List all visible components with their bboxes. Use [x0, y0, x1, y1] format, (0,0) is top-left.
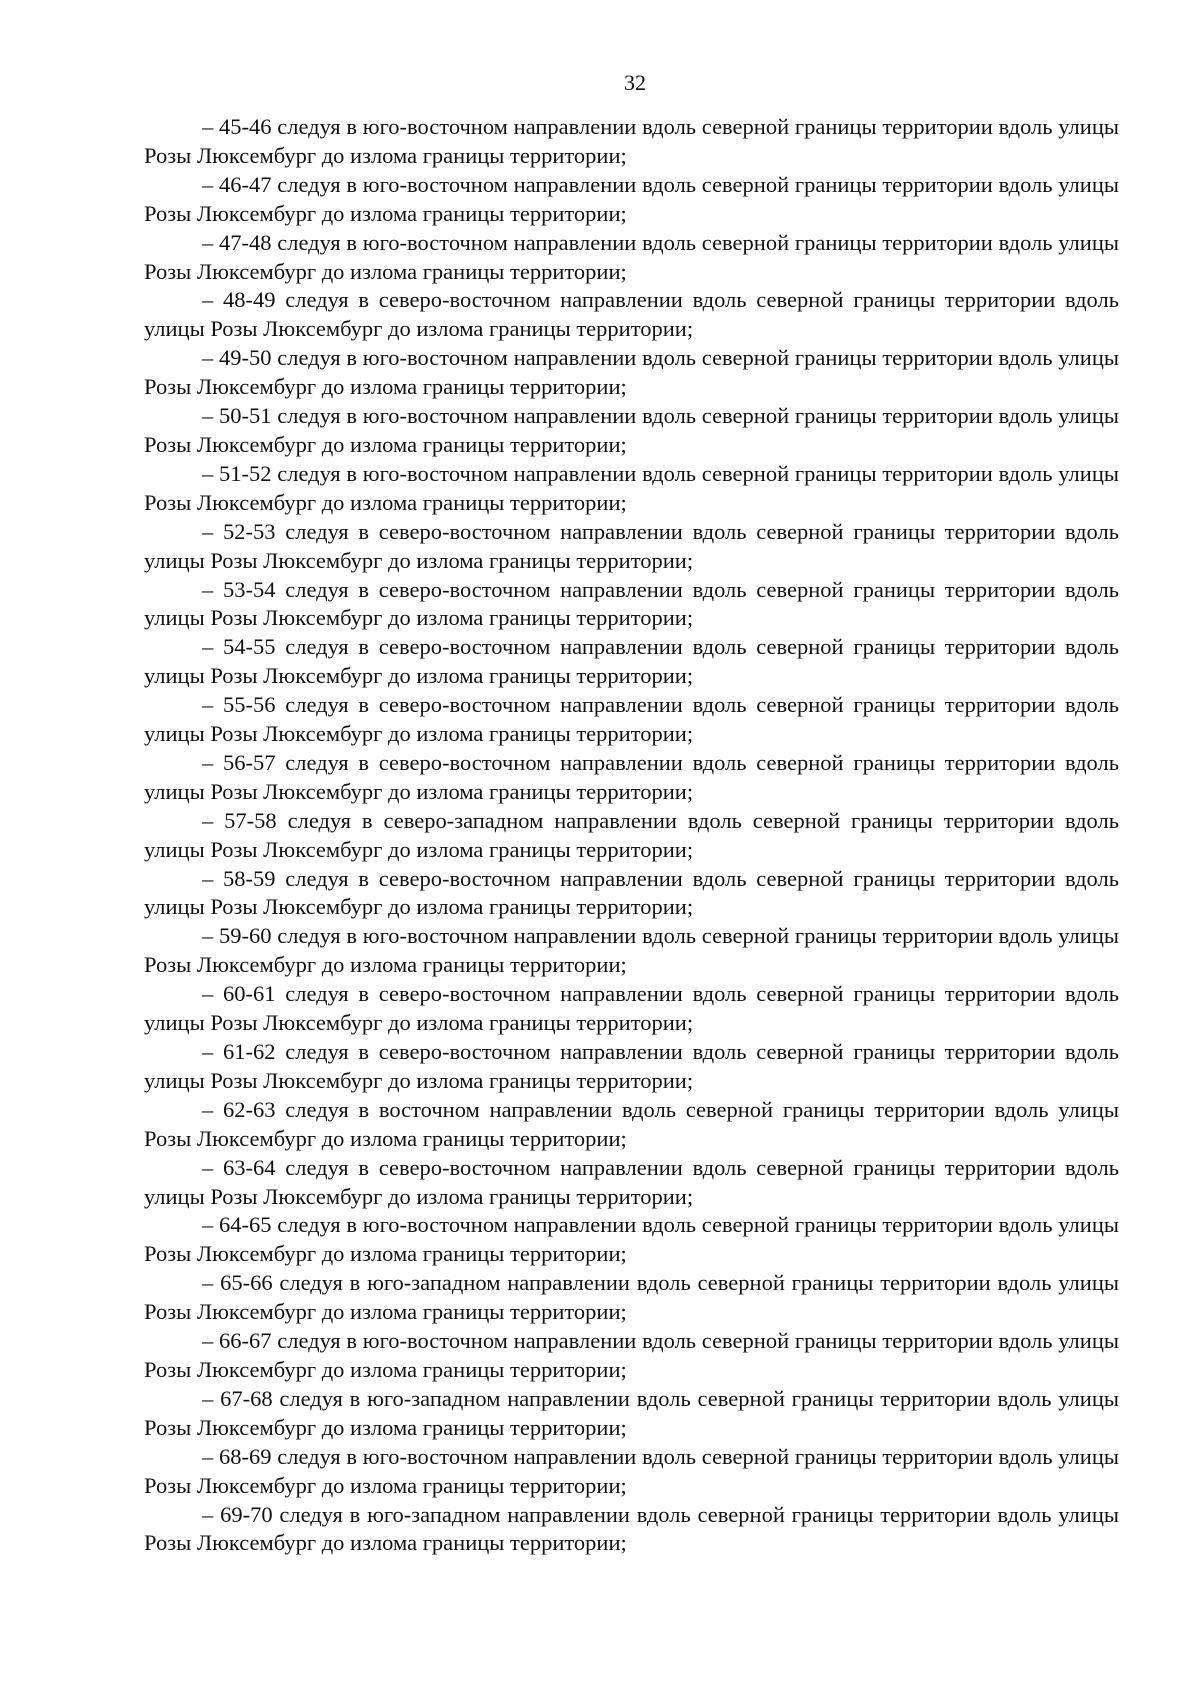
boundary-segment-paragraph: – 55-56 следуя в северо-восточном направлении вдоль северной границы территории вдоль улицы Розы Люксембург до излома границы территории;: [144, 692, 1119, 747]
boundary-segment-paragraph: – 65-66 следуя в юго-западном направлении вдоль северной границы территории вдоль улицы Розы Люксембург до излома границы территории;: [144, 1270, 1119, 1325]
boundary-segment-paragraph: – 63-64 следуя в северо-восточном направлении вдоль северной границы территории вдоль улицы Розы Люксембург до излома границы территории;: [144, 1154, 1119, 1209]
boundary-segment-paragraph: – 56-57 следуя в северо-восточном направлении вдоль северной границы территории вдоль улицы Розы Люксембург до излома границы территории;: [144, 749, 1119, 804]
boundary-segment-paragraph: – 50-51 следуя в юго-восточном направлении вдоль северной границы территории вдоль улицы Розы Люксембург до излома границы территории;: [144, 403, 1119, 457]
document-body: [144, 113, 1119, 1558]
boundary-segment-paragraph: – 67-68 следуя в юго-западном направлении вдоль северной границы территории вдоль улицы Розы Люксембург до излома границы территории;: [144, 1385, 1119, 1440]
page-number: 32: [624, 70, 646, 95]
boundary-segment-paragraph: – 47-48 следуя в юго-восточном направлении вдоль северной границы территории вдоль улицы Розы Люксембург до излома границы территории;: [144, 229, 1119, 284]
boundary-segment-paragraph: – 60-61 следуя в северо-восточном направлении вдоль северной границы территории вдоль улицы Розы Люксембург до излома границы территории;: [144, 981, 1119, 1036]
boundary-segment-paragraph: – 68-69 следуя в юго-восточном направлении вдоль северной границы территории вдоль улицы Розы Люксембург до излома границы территории;: [144, 1443, 1119, 1498]
boundary-segment-paragraph: – 66-67 следуя в юго-восточном направлении вдоль северной границы территории вдоль улицы Розы Люксембург до излома границы территории;: [144, 1328, 1119, 1382]
boundary-segment-paragraph: – 59-60 следуя в юго-восточном направлении вдоль северной границы территории вдоль улицы Розы Люксембург до излома границы территории;: [144, 923, 1119, 978]
boundary-segment-paragraph: – 48-49 следуя в северо-восточном направлении вдоль северной границы территории вдоль улицы Розы Люксембург до излома границы территории;: [144, 287, 1119, 342]
boundary-segment-paragraph: – 69-70 следуя в юго-западном направлении вдоль северной границы территории вдоль улицы Розы Люксембург до излома границы территории;: [144, 1501, 1119, 1556]
boundary-segment-paragraph: – 45-46 следуя в юго-восточном направлении вдоль северной границы территории вдоль улицы Розы Люксембург до излома границы территории;: [144, 114, 1119, 168]
boundary-segment-paragraph: – 46-47 следуя в юго-восточном направлении вдоль северной границы территории вдоль улицы Розы Люксембург до излома границы территории;: [144, 171, 1119, 226]
boundary-segment-paragraph: – 54-55 следуя в северо-восточном направлении вдоль северной границы территории вдоль улицы Розы Люксембург до излома границы территории;: [144, 634, 1119, 689]
boundary-segment-paragraph: – 61-62 следуя в северо-восточном направлении вдоль северной границы территории вдоль улицы Розы Люксембург до излома границы территории;: [144, 1039, 1119, 1093]
boundary-segment-paragraph: – 58-59 следуя в северо-восточном направлении вдоль северной границы территории вдоль улицы Розы Люксембург до излома границы территории;: [144, 865, 1119, 920]
boundary-segment-paragraph: – 57-58 следуя в северо-западном направлении вдоль северной границы территории вдоль улицы Розы Люксембург до излома границы территории;: [144, 807, 1119, 862]
boundary-segment-paragraph: – 64-65 следуя в юго-восточном направлении вдоль северной границы территории вдоль улицы Розы Люксембург до излома границы территории;: [144, 1212, 1119, 1267]
boundary-segment-paragraph: – 51-52 следуя в юго-восточном направлении вдоль северной границы территории вдоль улицы Розы Люксембург до излома границы территории;: [144, 460, 1119, 515]
boundary-segment-paragraph: – 53-54 следуя в северо-восточном направлении вдоль северной границы территории вдоль улицы Розы Люксембург до излома границы территории;: [144, 576, 1119, 631]
boundary-segment-paragraph: – 49-50 следуя в юго-восточном направлении вдоль северной границы территории вдоль улицы Розы Люксембург до излома границы территории;: [144, 345, 1119, 400]
boundary-segment-paragraph: – 52-53 следуя в северо-восточном направлении вдоль северной границы территории вдоль улицы Розы Люксембург до излома границы территории;: [144, 518, 1119, 573]
boundary-segment-paragraph: – 62-63 следуя в восточном направлении вдоль северной границы территории вдоль улицы Розы Люксембург до излома границы территории;: [144, 1096, 1119, 1151]
